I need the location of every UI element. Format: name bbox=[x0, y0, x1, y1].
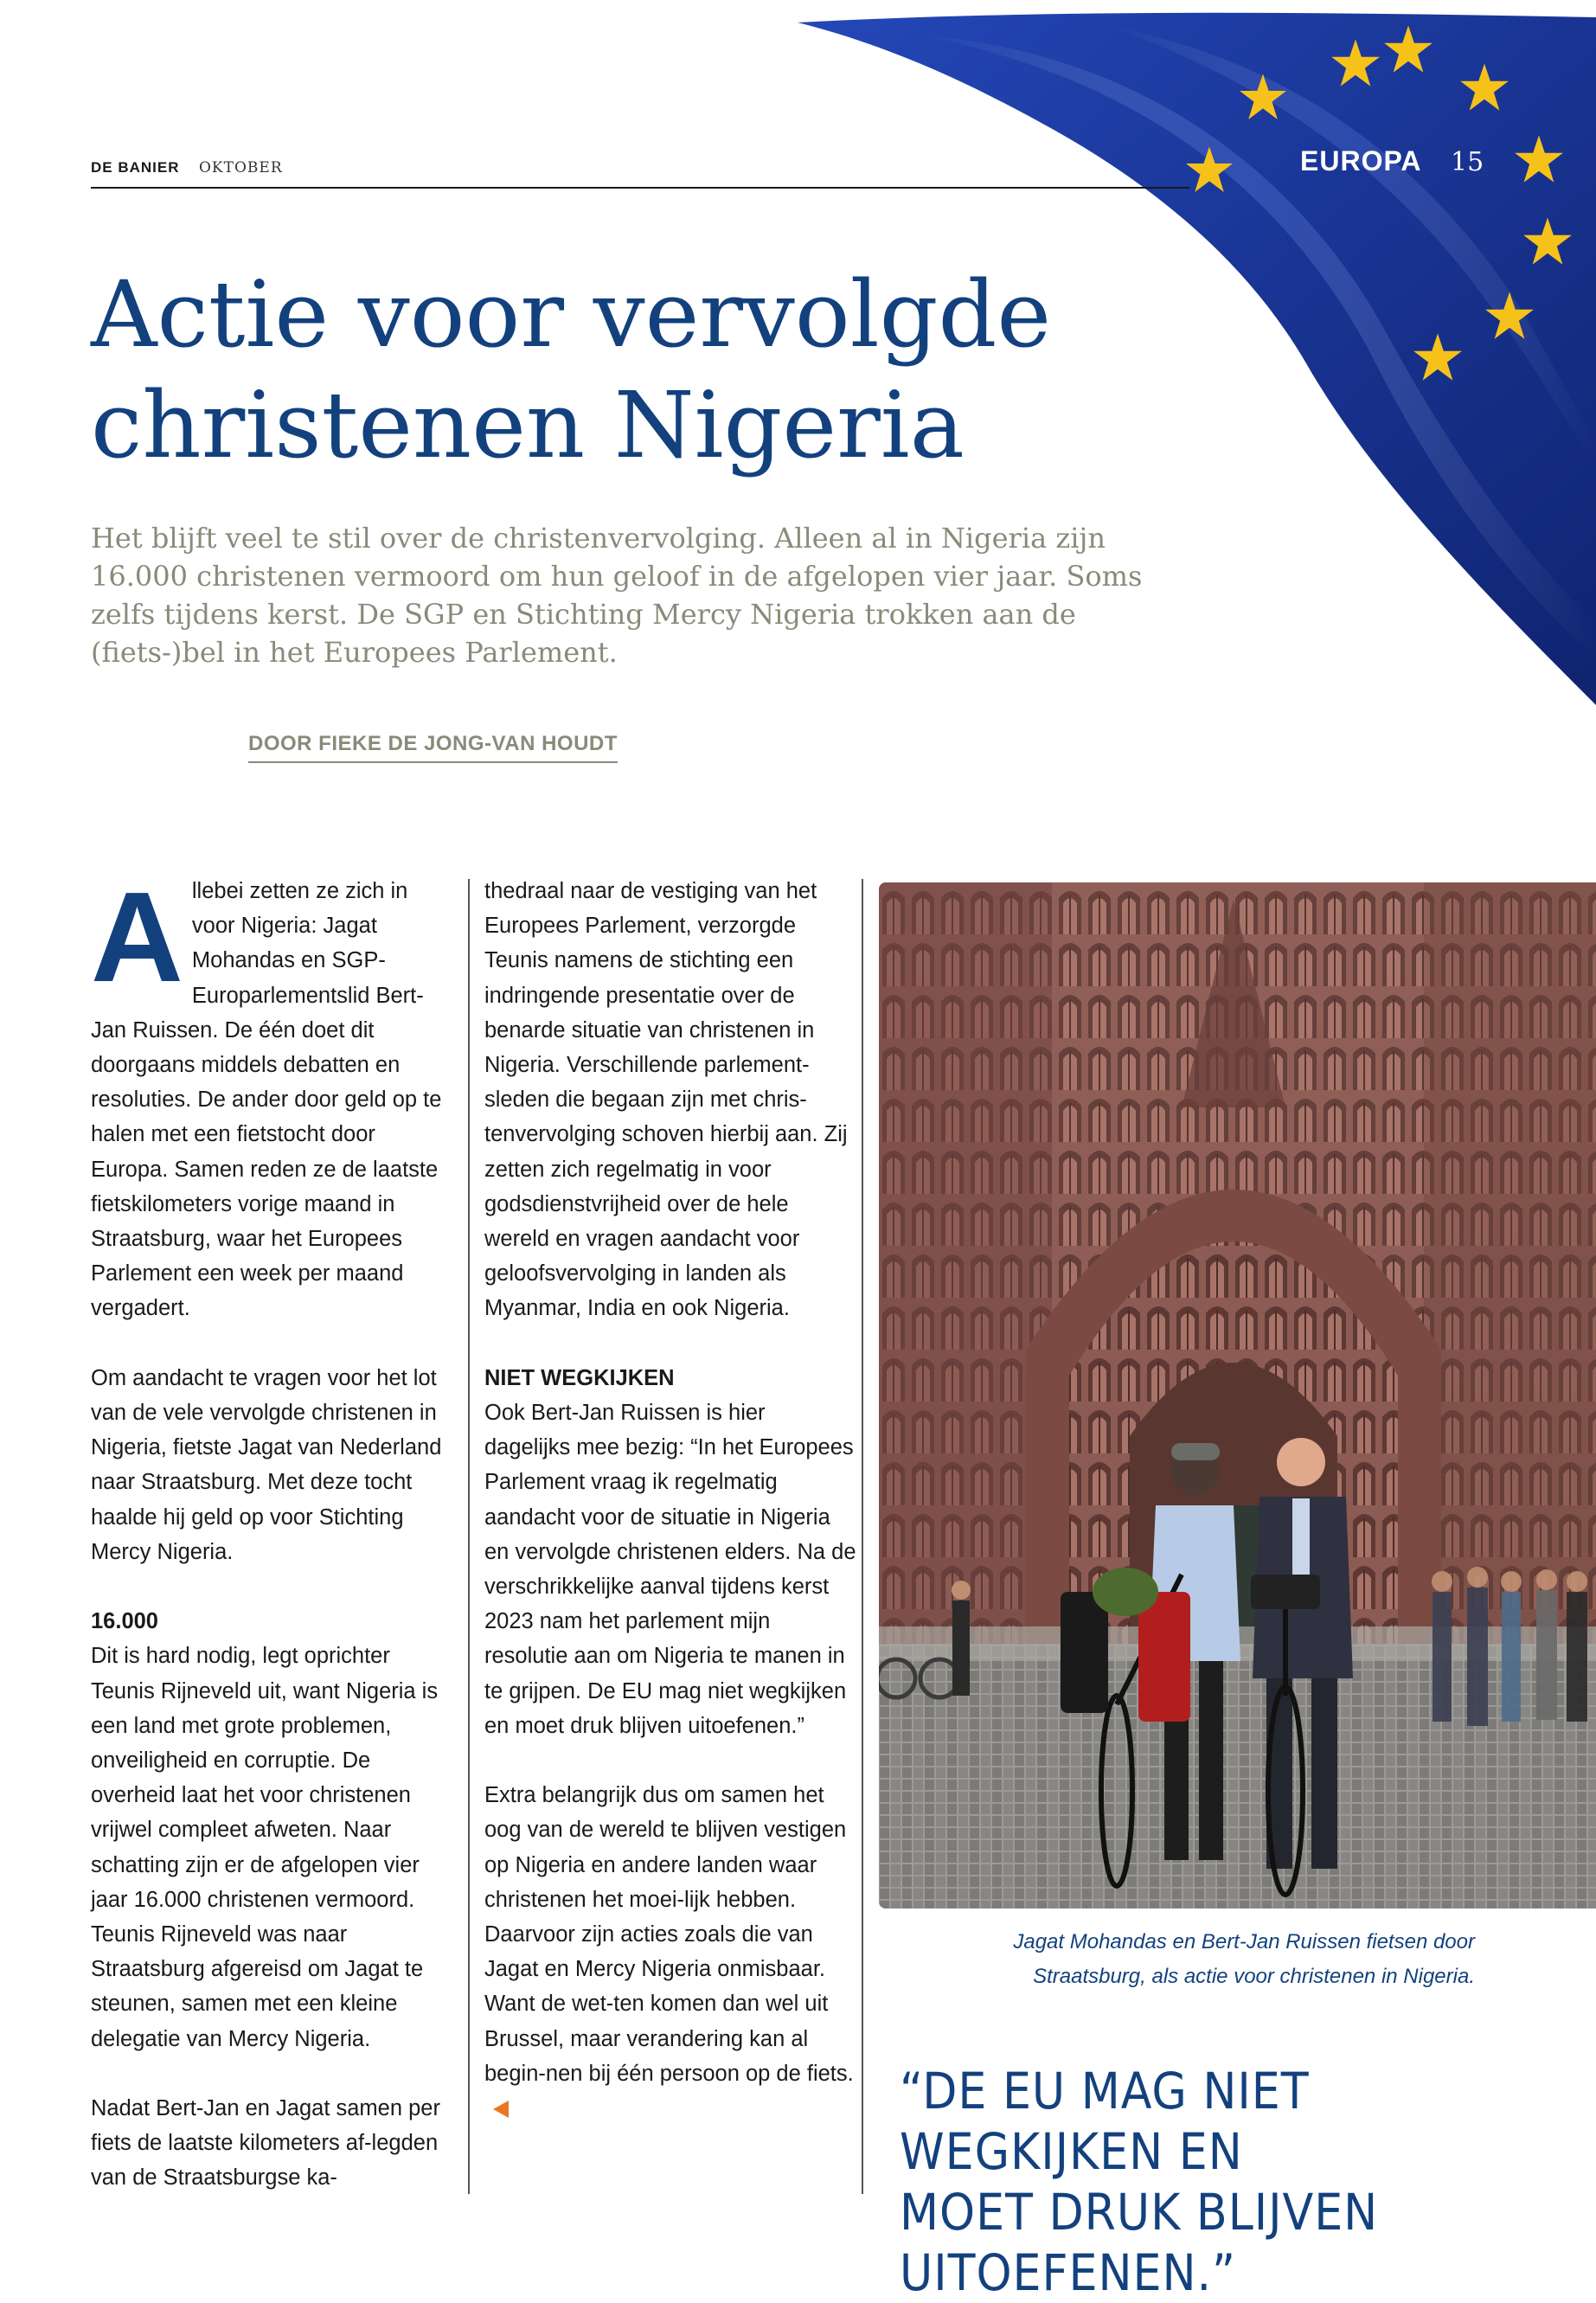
paragraph bbox=[91, 866, 454, 1326]
drop-cap: A bbox=[91, 866, 183, 1009]
body-column-1 bbox=[91, 866, 454, 2196]
paragraph: Om aandacht te vragen voor het lot van de vele vervolgde christenen in Nigeria, fietste Jagat van Nederland naar Straatsburg. Met deze tocht haalde hij geld op voor Stichting Mercy Nigeria. bbox=[91, 1365, 442, 1564]
pull-quote bbox=[900, 2061, 1488, 2303]
photo-caption: Jagat Mohandas en Bert-Jan Ruissen fietsen door Straatsburg, als actie voor christenen in Nigeria. bbox=[1013, 1930, 1475, 1988]
article-photo bbox=[879, 882, 1596, 1908]
subheading: 16.000 bbox=[91, 1609, 158, 1634]
title-line-2: christenen Nigeria bbox=[91, 372, 965, 478]
paragraph bbox=[484, 1778, 856, 2126]
article-intro: Het blijft veel te stil over de christenvervolging. Alleen al in Nigeria zijn 16.000 christenen vermoord om hun geloof in de afgelopen vier jaar. Soms zelfs tijdens kerst. De SGP en Stichting Mercy Nigeria trokken aan de (fiets-)bel in het Europees Parlement. bbox=[91, 522, 1143, 669]
column-divider bbox=[468, 879, 470, 2194]
paragraph: Dit is hard nodig, legt oprichter Teunis Rijneveld uit, want Nigeria is een land met grote problemen, onveiligheid en corruptie. De overheid laat het voor christenen vrijwel compleet afweten. Naar schatting zijn er de afgelopen vier jaar 16.000 christenen vermoord. Teunis Rijneveld was naar Straatsburg afgereisd om Jagat te steunen, samen met een kleine delegatie van Mercy Nigeria. bbox=[91, 1644, 439, 2051]
paragraph: Ook Bert-Jan Ruissen is hier dagelijks mee bezig: “In het Europees Parlement vraag ik regelmatig aandacht voor de situatie in Nigeria en vervolgde christenen elders. Na de verschrikkelijke aanval tijdens kerst 2023 nam het parlement mijn resolutie aan om Nigeria te manen in te grijpen. De EU mag niet wegkijken en moet druk blijven uitoefenen.” bbox=[484, 1401, 856, 1738]
byline: DOOR FIEKE DE JONG-VAN HOUDT bbox=[248, 732, 618, 763]
publication-name: DE BANIER bbox=[91, 159, 180, 176]
subheading: NIET WEGKIJKEN bbox=[484, 1365, 675, 1390]
paragraph: Nadat Bert-Jan en Jagat samen per fiets de laatste kilometers af-legden van de Straatsburgse ka- bbox=[91, 2096, 440, 2191]
paragraph-text: llebei zetten ze zich in voor Nigeria: Jagat Mohandas en SGP-Europarlementslid Bert-Jan Ruissen. De één doet dit doorgaans middels debatten en resoluties. De ander door geld op te halen met een fietstocht door Europa. Samen reden ze de laatste fietskilometers vorige maand in Straatsburg, waar het Europees Parlement een week per maand vergadert. bbox=[91, 879, 442, 1321]
article-title bbox=[91, 260, 1215, 481]
section-label: EUROPA bbox=[1300, 145, 1422, 176]
column-divider bbox=[862, 879, 863, 2194]
issue-month: OKTOBER bbox=[199, 159, 283, 176]
title-line-1: Actie voor vervolgde bbox=[91, 261, 1052, 368]
end-of-article-icon bbox=[493, 2101, 509, 2118]
paragraph: thedraal naar de vestiging van het Europees Parlement, verzorgde Teunis namens de stichting een indringende presentatie over de benarde situatie van christenen in Nigeria. Verschillende parlement-sleden die begaan zijn met chris-tenvervolging schoven hierbij aan. Zij zetten zich regelmatig in voor godsdienstvrijheid over de hele wereld en vragen aandacht voor geloofsvervolging in landen als Myanmar, India en ook Nigeria. bbox=[484, 879, 848, 1321]
paragraph-text: Extra belangrijk dus om samen het oog van de wereld te blijven vestigen op Nigeria en andere landen waar christenen het moei-lijk hebben. Daarvoor zijn acties zoals die van Jagat en Mercy Nigeria onmisbaar. Want de wet-ten komen dan wel uit Brussel, maar verandering kan al begin-nen bij één persoon op de fiets. bbox=[484, 1783, 854, 2086]
body-column-2 bbox=[484, 874, 856, 2126]
header-rule bbox=[91, 187, 1189, 189]
pull-quote-line-1: “DE EU MAG NIET WEGKIJKEN EN bbox=[900, 2062, 1310, 2181]
page-number: 15 bbox=[1451, 147, 1484, 177]
pull-quote-line-2: MOET DRUK BLIJVEN UITOEFENEN.” bbox=[900, 2183, 1379, 2302]
